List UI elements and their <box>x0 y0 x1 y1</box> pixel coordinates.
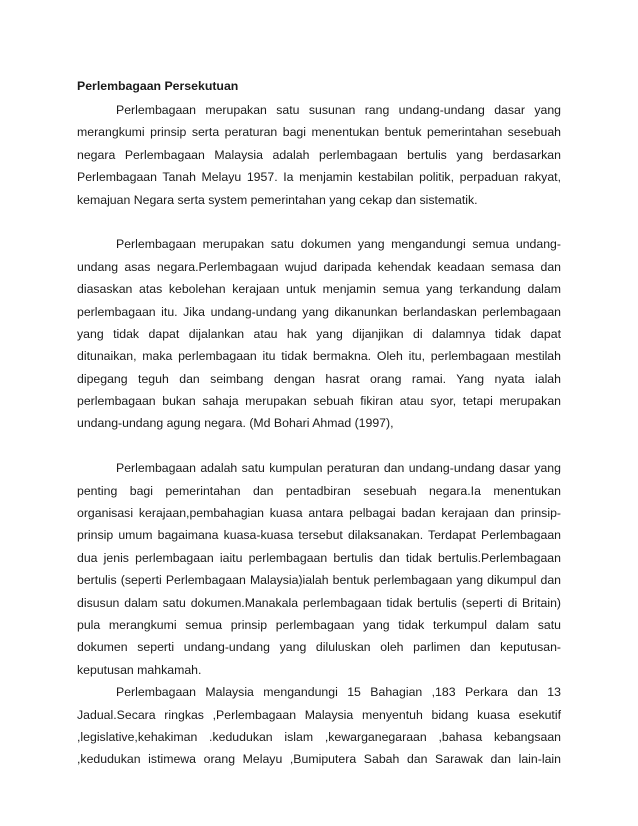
document-heading: Perlembagaan Persekutuan <box>77 79 239 93</box>
paragraph-line: Perlembagaan merupakan satu susunan rang undang-undang dasar yang <box>116 103 561 117</box>
paragraph-line: prinsip umum bagaimana kuasa-kuasa tersebut dilaksanakan. Terdapat Perlembagaan <box>77 528 561 543</box>
paragraph-line: dua jenis perlembagaan iaitu perlembagaan bertulis dan tidak bertulis.Perlembagaan <box>77 550 561 565</box>
paragraph-line: bertulis (seperti Perlembagaan Malaysia)ialah bentuk perlembagaan yang dikumpul dan <box>77 573 561 588</box>
paragraph-line: keputusan mahkamah. <box>77 662 202 677</box>
paragraph-line: negara Perlembagaan Malaysia adalah perlembagaan bertulis yang berdasarkan <box>77 147 561 162</box>
paragraph-line: organisasi kerajaan,pembahagian kuasa antara pelbagai badan kerajaan dan prinsip- <box>77 506 561 521</box>
paragraph-line: kemajuan Negara serta system pemerintahan yang cekap dan sistematik. <box>77 192 478 207</box>
paragraph-line: Jadual.Secara ringkas ,Perlembagaan Malaysia menyentuh bidang kuasa esekutif <box>77 707 561 722</box>
paragraph-line: perlembagaan itu. Jika undang-undang yang dikanunkan berlandaskan perlembagaan <box>77 304 561 319</box>
paragraph-4 <box>77 681 561 771</box>
paragraph-line: ,kedudukan istimewa orang Melayu ,Bumiputera Sabah dan Sarawak dan lain-lain <box>77 752 561 767</box>
paragraph-line: merangkumi prinsip serta peraturan bagi menentukan bentuk pemerintahan sesebuah <box>77 125 561 140</box>
paragraph-line: dipegang teguh dan seimbang dengan hasrat orang ramai. Yang nyata ialah <box>77 371 561 386</box>
paragraph-line: undang asas negara.Perlembagaan wujud daripada kehendak keadaan semasa dan <box>77 259 561 274</box>
paragraph-line: disusun dalam satu dokumen.Manakala perlembagaan tidak bertulis (seperti di Britain) <box>77 595 561 610</box>
paragraph-spacer <box>77 435 561 457</box>
paragraph-line: Perlembagaan Malaysia mengandungi 15 Bahagian ,183 Perkara dan 13 <box>116 685 561 700</box>
paragraph-line: undang-undang agung negara. (Md Bohari Ahmad (1997), <box>77 416 394 431</box>
paragraph-line: yang tidak dapat dijalankan atau hak yang dijanjikan di dalamnya tidak dapat <box>77 326 561 341</box>
paragraph-line: Perlembagaan adalah satu kumpulan peraturan dan undang-undang dasar yang <box>116 461 561 476</box>
paragraph-2 <box>77 233 561 435</box>
document-body <box>77 78 561 771</box>
paragraph-line: ditunaikan, maka perlembagaan itu tidak bermakna. Oleh itu, perlembagaan mestilah <box>77 349 561 364</box>
paragraph-line: pula merangkumi semua prinsip perlembagaan yang tidak terkumpul dalam satu <box>77 617 561 632</box>
paragraph-line: perlembagaan bukan sahaja merupakan sebuah fikiran atau syor, tetapi merupakan <box>77 394 561 409</box>
paragraph-1 <box>77 99 561 211</box>
paragraph-line: ,legislative,kehakiman .kedudukan islam ,kewarganegaraan ,bahasa kebangsaan <box>77 729 561 744</box>
paragraph-line: penting bagi pemerintahan dan pentadbiran sesebuah negara.Ia menentukan <box>77 483 561 498</box>
paragraph-line: Perlembagaan merupakan satu dokumen yang mengandungi semua undang- <box>116 237 561 252</box>
paragraph-line: dokumen seperti undang-undang yang diluluskan oleh parlimen dan keputusan- <box>77 640 561 655</box>
paragraph-spacer <box>77 211 561 233</box>
paragraph-line: diasaskan atas kebolehan kerajaan untuk menjamin semua yang terkandung dalam <box>77 282 561 297</box>
paragraph-3 <box>77 457 561 681</box>
paragraph-line: Perlembagaan Tanah Melayu 1957. Ia menjamin kestabilan politik, perpaduan rakyat, <box>77 170 561 185</box>
